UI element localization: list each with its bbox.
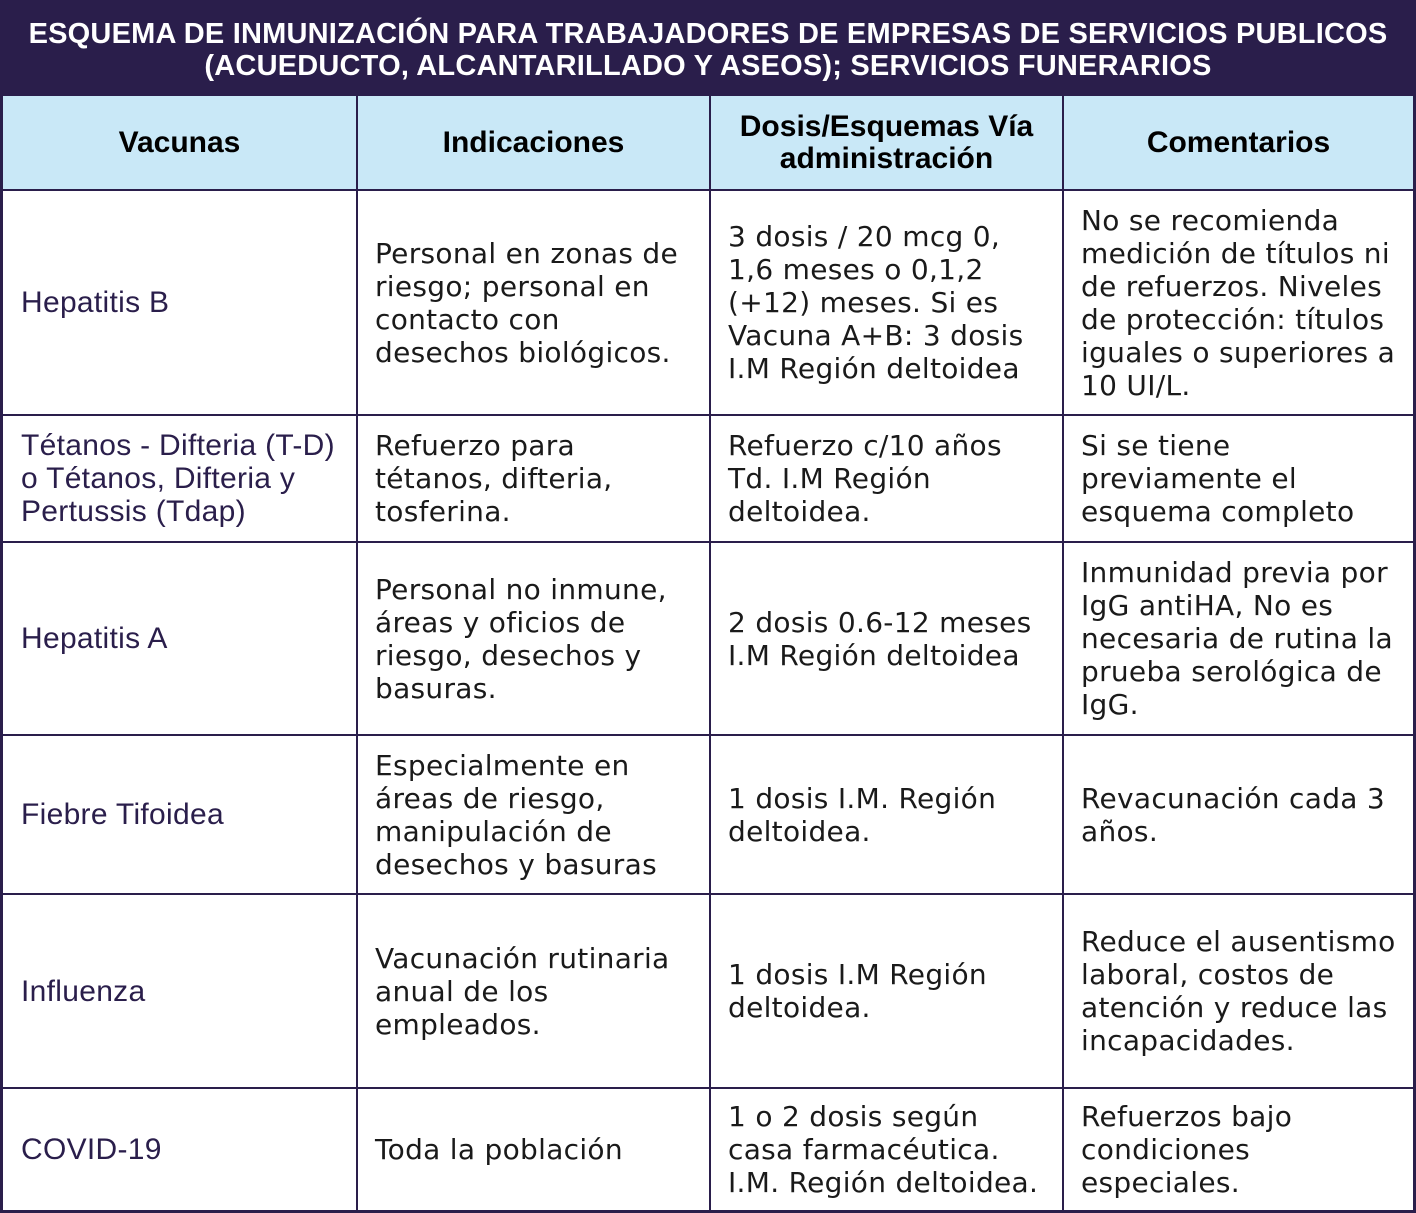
header-vacunas: Vacunas: [3, 96, 357, 190]
dosis-cell: 3 dosis / 20 mcg 0, 1,6 meses o 0,1,2 (+12) meses. Si es Vacuna A+B: 3 dosis I.M Región deltoidea: [710, 190, 1063, 415]
header-comentarios: Comentarios: [1063, 96, 1413, 190]
vaccine-cell: Influenza: [3, 894, 357, 1088]
indicaciones-cell: Refuerzo para tétanos, difteria, tosferina.: [357, 415, 710, 542]
header-row: [3, 96, 1413, 190]
table-row: [3, 894, 1413, 1088]
table-row: [3, 735, 1413, 894]
vaccine-cell: Fiebre Tifoidea: [3, 735, 357, 894]
comentarios-cell: Si se tiene previamente el esquema completo: [1063, 415, 1413, 542]
comentarios-cell: Refuerzos bajo condiciones especiales.: [1063, 1088, 1413, 1210]
dosis-cell: 1 o 2 dosis según casa farmacéutica. I.M. Región deltoidea.: [710, 1088, 1063, 1210]
dosis-cell: 1 dosis I.M. Región deltoidea.: [710, 735, 1063, 894]
indicaciones-cell: Personal en zonas de riesgo; personal en contacto con desechos biológicos.: [357, 190, 710, 415]
table-title: [3, 3, 1413, 96]
table-row: [3, 190, 1413, 415]
vaccine-cell: Hepatitis B: [3, 190, 357, 415]
indicaciones-cell: Toda la población: [357, 1088, 710, 1210]
vaccine-cell: Tétanos - Difteria (T-D) o Tétanos, Difteria y Pertussis (Tdap): [3, 415, 357, 542]
header-dosis: Dosis/Esquemas Vía administración: [710, 96, 1063, 190]
comentarios-cell: Reduce el ausentismo laboral, costos de atención y reduce las incapacidades.: [1063, 894, 1413, 1088]
comentarios-cell: Revacunación cada 3 años.: [1063, 735, 1413, 894]
comentarios-cell: No se recomienda medición de títulos ni de refuerzos. Niveles de protección: títulos iguales o superiores a 10 UI/L.: [1063, 190, 1413, 415]
indicaciones-cell: Vacunación rutinaria anual de los empleados.: [357, 894, 710, 1088]
dosis-cell: 1 dosis I.M Región deltoidea.: [710, 894, 1063, 1088]
title-line-1: ESQUEMA DE INMUNIZACIÓN PARA TRABAJADORES DE EMPRESAS DE SERVICIOS PUBLICOS: [28, 17, 1388, 50]
comentarios-cell: Inmunidad previa por IgG antiHA, No es necesaria de rutina la prueba serológica de IgG.: [1063, 542, 1413, 735]
table-row: [3, 415, 1413, 542]
dosis-cell: 2 dosis 0.6-12 meses I.M Región deltoidea: [710, 542, 1063, 735]
immunization-table: [3, 96, 1413, 1210]
vaccine-cell: Hepatitis A: [3, 542, 357, 735]
table-row: [3, 1088, 1413, 1210]
dosis-cell: Refuerzo c/10 años Td. I.M Región deltoidea.: [710, 415, 1063, 542]
table-row: [3, 542, 1413, 735]
title-line-2: (ACUEDUCTO, ALCANTARILLADO Y ASEOS); SERVICIOS FUNERARIOS: [204, 49, 1212, 82]
indicaciones-cell: Especialmente en áreas de riesgo, manipulación de desechos y basuras: [357, 735, 710, 894]
header-indicaciones: Indicaciones: [357, 96, 710, 190]
indicaciones-cell: Personal no inmune, áreas y oficios de riesgo, desechos y basuras.: [357, 542, 710, 735]
vaccine-cell: COVID-19: [3, 1088, 357, 1210]
